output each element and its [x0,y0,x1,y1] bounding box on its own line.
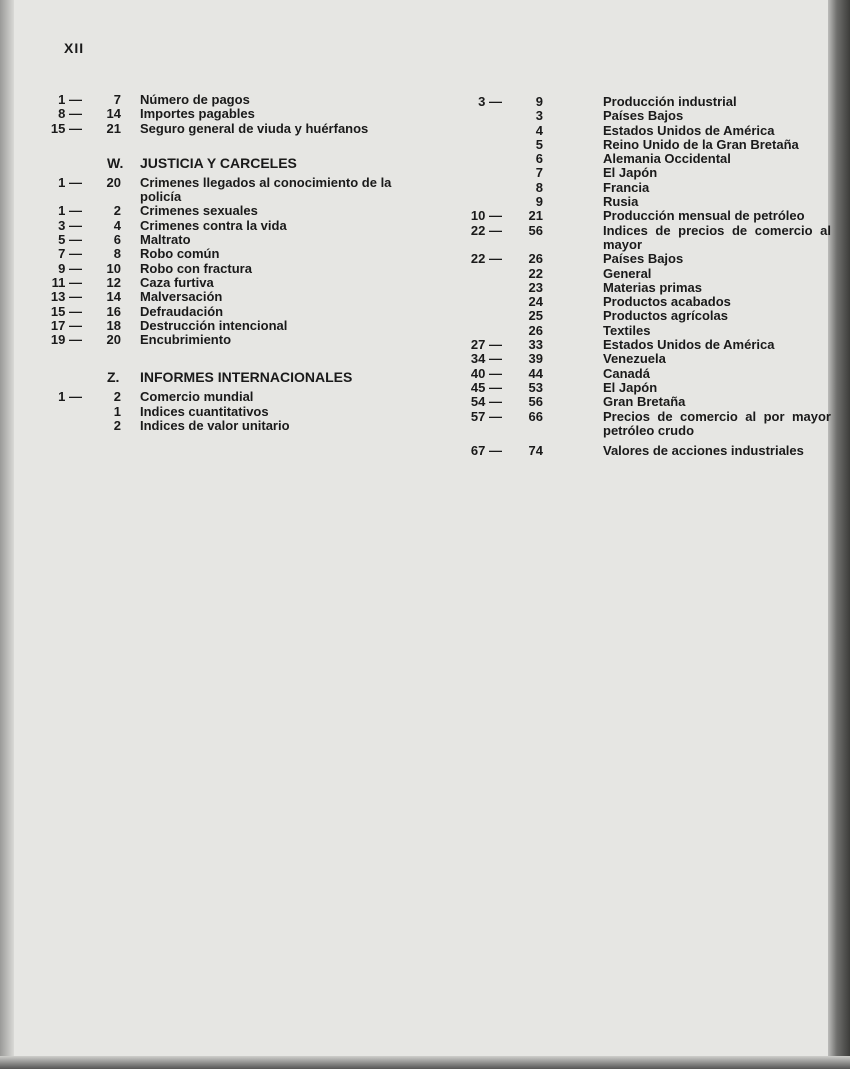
section-letter: Z. [107,369,120,386]
range-end: 18 [106,317,121,333]
range-end: 2 [113,389,121,405]
index-entry [460,352,832,366]
range-end: 10 [106,260,121,276]
entry-title: Materias primas [603,279,702,295]
range-end: 23 [528,279,543,295]
range-end: 56 [528,394,543,410]
range-end: 33 [528,337,543,353]
index-entry [0,390,460,404]
entry-title: Importes pagables [140,106,255,122]
entry-title: Seguro general de viuda y huérfanos [140,120,369,136]
index-entry [0,122,460,136]
range-start: 8 — [58,106,82,122]
range-end: 2 [113,418,121,434]
entry-title: Francia [603,179,650,195]
entry-title: Producción mensual de petróleo [603,208,805,224]
index-entry [0,247,460,261]
range-end: 12 [106,274,121,290]
section-heading-z [0,360,460,390]
index-entry [460,138,832,152]
entry-title: Indices de precios de comercio al mayor [603,222,831,252]
range-end: 6 [113,232,121,248]
index-entry [460,295,832,309]
range-end: 1 [113,403,121,419]
entry-title: El Japón [603,379,658,395]
index-entry [460,309,832,323]
left-rows-justicia [0,176,460,348]
entry-title: Rusia [603,194,639,210]
index-entry [460,395,832,409]
entry-title: Productos acabados [603,294,731,310]
index-entry [0,405,460,419]
range-start: 7 — [58,246,82,262]
entry-title: Malversación [140,289,223,305]
entry-title: Gran Bretaña [603,394,686,410]
entry-title: El Japón [603,165,658,181]
range-start: 15 — [50,120,82,136]
entry-title: Maltrato [140,232,191,248]
entry-title: Canadá [603,365,650,381]
entry-title: Precios de comercio al por mayor petróleo crudo [603,408,831,438]
section-title: INFORMES INTERNACIONALES [140,369,353,386]
range-end: 7 [113,92,121,107]
range-end: 7 [535,165,543,181]
range-end: 8 [535,179,543,195]
index-entry [460,109,832,123]
range-end: 25 [528,308,543,324]
index-entry [0,219,460,233]
range-end: 6 [535,151,543,167]
entry-title: Crimenes sexuales [140,203,258,219]
range-start: 9 — [58,260,82,276]
entry-title: Estados Unidos de América [603,337,775,353]
index-entry [460,152,832,166]
index-entry [460,224,832,253]
index-entry [460,281,832,295]
range-start: 17 — [50,317,82,333]
range-start: 1 — [58,174,82,190]
range-end: 2 [113,203,121,219]
page-number: XII [64,40,85,56]
range-start: 15 — [50,303,82,319]
entry-title: Crimenes llegados al conocimiento de la policía [140,174,392,205]
range-start: 22 — [470,251,502,267]
index-entry [0,276,460,290]
index-entry [0,419,460,433]
entry-title: Valores de acciones industriales [603,443,804,459]
index-entry [460,195,832,209]
range-end: 26 [528,251,543,267]
left-column [0,93,460,433]
range-end: 22 [528,265,543,281]
range-start: 57 — [470,408,502,424]
range-start: 19 — [50,332,82,348]
index-entry [0,93,460,107]
index-entry [0,204,460,218]
range-start: 1 — [58,389,82,405]
range-start: 10 — [470,208,502,224]
index-entry [460,410,832,439]
range-start: 5 — [58,232,82,248]
range-start: 27 — [470,337,502,353]
section-heading-w [0,146,460,176]
range-start: 22 — [470,222,502,238]
index-entry [460,444,832,458]
index-entry [460,367,832,381]
range-end: 4 [535,122,543,138]
index-entry [0,319,460,333]
range-end: 9 [535,194,543,210]
range-end: 20 [106,174,121,190]
range-end: 74 [528,443,543,459]
range-end: 44 [528,365,543,381]
range-end: 26 [528,322,543,338]
range-start: 13 — [50,289,82,305]
index-entry [460,124,832,138]
range-start: 54 — [470,394,502,410]
entry-title: Países Bajos [603,251,684,267]
entry-title: Productos agrícolas [603,308,728,324]
index-entry [0,290,460,304]
entry-title: Países Bajos [603,108,684,124]
range-start: 11 — [51,274,82,290]
index-entry [460,166,832,180]
left-rows-top [0,93,460,136]
index-entry [0,262,460,276]
range-end: 5 [535,136,543,152]
index-entry [460,338,832,352]
section-title: JUSTICIA Y CARCELES [140,154,297,171]
index-entry [0,305,460,319]
entry-title: Número de pagos [140,92,250,107]
index-entry [0,233,460,247]
entry-title: Robo común [140,246,220,262]
entry-title: Indices cuantitativos [140,403,269,419]
range-end: 3 [535,108,543,124]
left-rows-informes [0,390,460,433]
entry-title: General [603,265,652,281]
range-end: 21 [106,120,121,136]
range-end: 66 [528,408,543,424]
index-entry [460,381,832,395]
index-entry [460,267,832,281]
entry-title: Defraudación [140,303,224,319]
range-start: 34 — [470,351,502,367]
entry-title: Encubrimiento [140,332,232,348]
range-end: 53 [528,379,543,395]
entry-title: Comercio mundial [140,389,254,405]
range-end: 24 [528,294,543,310]
range-end: 20 [106,332,121,348]
index-entry [0,333,460,347]
range-end: 39 [528,351,543,367]
entry-title: Indices de valor unitario [140,418,290,434]
range-start: 1 — [58,92,82,107]
index-entry [460,324,832,338]
range-end: 14 [106,106,121,122]
entry-title: Alemania Occidental [603,151,731,167]
index-entry [460,252,832,266]
entry-title: Reino Unido de la Gran Bretaña [603,136,799,152]
range-start: 3 — [58,217,82,233]
entry-title: Robo con fractura [140,260,252,276]
entry-title: Caza furtiva [140,274,214,290]
index-entry [0,176,460,205]
section-letter: W. [107,154,124,171]
range-start: 1 — [58,203,82,219]
entry-title: Venezuela [603,351,666,367]
range-end: 16 [106,303,121,319]
entry-title: Producción industrial [603,94,737,109]
range-start: 45 — [470,379,502,395]
range-end: 14 [106,289,121,305]
range-end: 8 [113,246,121,262]
index-entry [0,107,460,121]
range-start: 67 — [470,443,502,459]
range-start: 3 — [478,94,502,109]
range-start: 40 — [470,365,502,381]
entry-title: Textiles [603,322,651,338]
range-end: 21 [528,208,543,224]
index-entry [460,209,832,223]
range-end: 4 [113,217,121,233]
entry-title: Estados Unidos de América [603,122,775,138]
entry-title: Destrucción intencional [140,317,288,333]
entry-title: Crimenes contra la vida [140,217,287,233]
right-rows [460,95,832,458]
index-entry [460,95,832,109]
index-entry [460,181,832,195]
right-column [460,95,832,458]
page-edge-bottom [0,1056,850,1069]
range-end: 9 [535,94,543,109]
range-end: 56 [528,222,543,238]
